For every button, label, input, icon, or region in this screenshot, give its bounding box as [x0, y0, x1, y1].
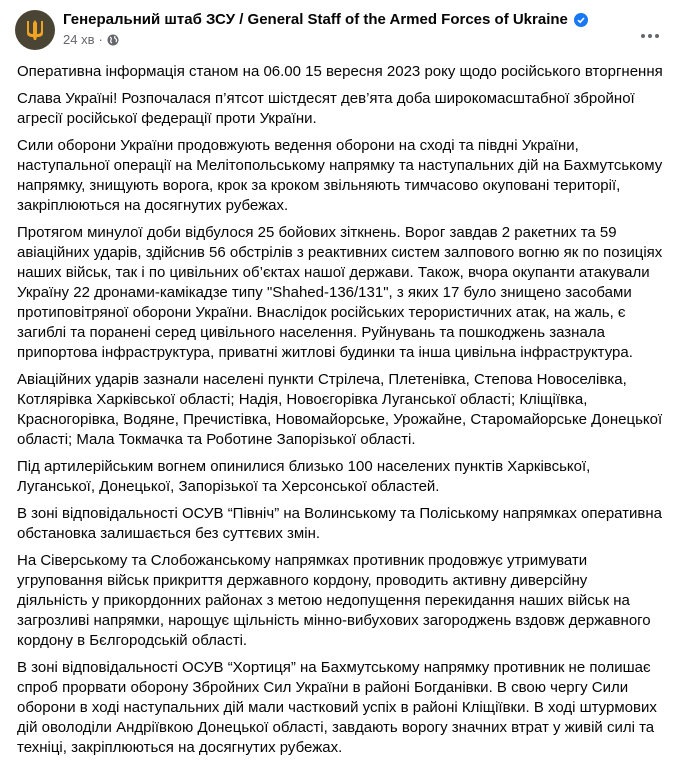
meta-separator: ·	[98, 32, 103, 47]
post-text-line: Протягом минулої доби відбулося 25 бойових зіткнень. Ворог завдав 2 ракетних та 59	[17, 224, 617, 241]
post-text-line: Красногорівка, Водяне, Пречистівка, Новомайорське, Урожайне, Старомайорське Донецької	[17, 411, 663, 428]
dot	[641, 34, 645, 38]
post-text-line: кордону в Бєлгородській області.	[17, 632, 248, 649]
post-text-line: угруповання військ прикриття державного кордону, проводить активну диверсійну	[17, 572, 588, 589]
post-text-line: області; Мала Токмачка та Роботине Запорізької області.	[17, 431, 416, 448]
post-text-line: закріплюються на досягнутих рубежах.	[17, 197, 289, 214]
post-text-line: напрямку, знищують ворога, крок за кроком звільняють тимчасово окуповані території,	[17, 177, 621, 194]
post-text-line: Авіаційних ударів зазнали населені пункти Стрілеча, Плетенівка, Степова Новоселівка,	[17, 371, 627, 388]
post-text-line: оборони в ході наступальних дій мали частковий успіх в районі Кліщіївки. В ході штурмових	[17, 699, 657, 716]
post-paragraph	[17, 223, 667, 363]
post-paragraph	[17, 551, 667, 651]
post-text-line: обстановка залишається без суттєвих змін.	[17, 525, 321, 542]
post-text-line: агресії російської федерації проти України.	[17, 110, 317, 127]
page-avatar[interactable]	[15, 10, 55, 50]
verified-badge-icon	[574, 13, 588, 27]
post-text-line: Слава Україні! Розпочалася п’ятсот шістдесят дев’ята доба широкомасштабної збройної	[17, 90, 635, 107]
post-text-line: авіаційних ударів, здійснив 56 обстрілів з реактивних систем залпового вогню як по позиціях	[17, 244, 663, 261]
post-paragraph	[17, 370, 667, 450]
post-text-line: Україну 22 дронами-камікадзе типу "Shahed-136/131", з яких 17 було знищено засобами	[17, 284, 632, 301]
post-text-line: техніці, закріплюються на досягнутих рубежах.	[17, 739, 343, 756]
dot	[655, 34, 659, 38]
post-text-line: дій оволоділи Андріївкою Донецької області, завдають ворогу значних втрат у живій силі та	[17, 719, 655, 736]
post-text-line: протиповітряної оборони України. Внаслідок російських терористичних атак, на жаль, є	[17, 304, 626, 321]
author-name-link[interactable]: Генеральний штаб ЗСУ / General Staff of the Armed Forces of Ukraine	[63, 11, 568, 28]
post-text-line: Котлярівка Харківської області; Надія, Новоєгорівка Луганської області; Кліщіївка,	[17, 391, 588, 408]
post-text-line: наших військ, так і по цивільних об’єктах нашої держави. Також, вчора окупанти атакували	[17, 264, 650, 281]
post-text-line: припортова інфраструктура, приватні житлові будинки та інша цивільна інфраструктура.	[17, 344, 633, 361]
trident-icon	[25, 19, 45, 41]
post-paragraph	[17, 504, 667, 544]
post-paragraph	[17, 658, 667, 758]
post-text-line: загрозливі напрямки, нарощує щільність мінно-вибухових загороджень вздовж державного	[17, 612, 651, 629]
post-paragraph	[17, 457, 667, 497]
dot	[648, 34, 652, 38]
globe-icon	[107, 34, 119, 46]
post-text-line: В зоні відповідальності ОСУВ “Хортиця” на Бахмутському напрямку противник не полишає	[17, 659, 651, 676]
post-text-line: В зоні відповідальності ОСУВ “Північ” на Волинському та Поліському напрямках оперативна	[17, 505, 663, 522]
post-text-line: загиблі та поранені серед цивільного населення. Руйнувань та пошкоджень зазнала	[17, 324, 605, 341]
post-body	[17, 62, 667, 765]
post-text-line: Оперативна інформація станом на 06.00 15 вересня 2023 року щодо російського вторгнення	[17, 63, 663, 80]
post-text-line: На Сіверському та Слобожанському напрямках противник продовжує утримувати	[17, 552, 588, 569]
post-paragraph	[17, 89, 667, 129]
post-text-line: наступальної операції на Мелітопольському напрямку та наступальних дій на Бахмутському	[17, 157, 663, 174]
more-options-button[interactable]	[638, 28, 662, 44]
post-timestamp-link[interactable]: 24 хв	[63, 32, 95, 47]
post-text-line: Під артилерійським вогнем опинилися близько 100 населених пунктів Харківської,	[17, 458, 591, 475]
post-text-line: Сили оборони України продовжують ведення оборони на сході та півдні України,	[17, 137, 579, 154]
post-text-line: Луганської, Донецької, Запорізької та Херсонської областей.	[17, 478, 440, 495]
post-text-line: спроб прорвати оборону Збройних Сил України в районі Богданівки. В свою чергу Сили	[17, 679, 629, 696]
post-text-line: діяльність у прикордонних районах з метою недопущення перекидання наших військ на	[17, 592, 630, 609]
post-paragraph	[17, 136, 667, 216]
post-paragraph	[17, 62, 667, 82]
